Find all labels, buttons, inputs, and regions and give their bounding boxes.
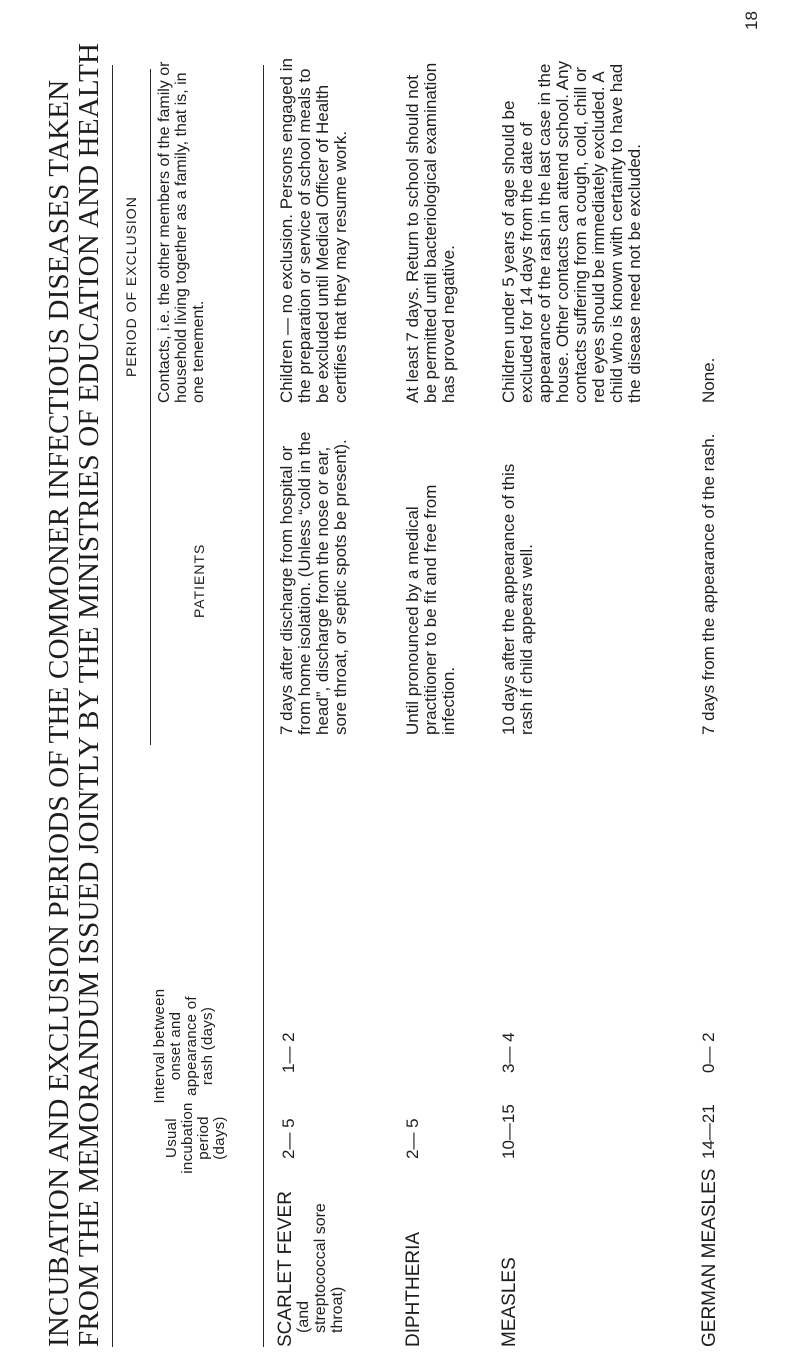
disease-name: [404, 1232, 423, 1347]
title-line-1: INCUBATION AND EXCLUSION PERIODS OF THE COMMONER INFECTIOUS DISEASES TAKEN: [43, 79, 75, 1347]
contacts-text: At least 7 days. Return to school should not be permitted until bacteriological examination has proved negative.: [403, 62, 458, 403]
interval-value: 0— 2: [699, 1032, 718, 1073]
disease-name: [700, 1169, 719, 1347]
patients-text: Until pronounced by a medical practitioner to be fit and free from infection.: [403, 484, 458, 735]
interval-value: 1— 2: [279, 1032, 298, 1073]
incubation-value: 14—21: [699, 1104, 718, 1159]
page-number: 18: [742, 11, 761, 30]
contacts-header: Contacts, i.e. the other members of the family or household living together as a family, that is, in one tenement.: [156, 61, 207, 403]
incubation-value: 2— 5: [403, 1118, 422, 1159]
disease-name: [276, 1187, 346, 1347]
exclusion-header-rule: [150, 69, 151, 745]
incubation-value: 2— 5: [279, 1118, 298, 1159]
period-of-exclusion-header: PERIOD OF EXCLUSION: [123, 196, 139, 377]
patients-text: 10 days after the appearance of this rash if child appears well.: [499, 463, 536, 735]
patients-text: 7 days after discharge from hospital or from home isolation. (Unless “cold in the head”, discharge from the nose or ear, sore throat, or septic spots be present).: [277, 431, 350, 735]
disease-title: MEASLES: [499, 1257, 520, 1347]
table-top-rule: [112, 65, 113, 1347]
title-line-2: FROM THE MEMORANDUM ISSUED JOINTLY BY THE MINISTRIES OF EDUCATION AND HEALTH: [73, 42, 105, 1347]
disease-subtitle: (and streptococcal sore throat): [295, 1203, 346, 1333]
patients-header: PATIENTS: [191, 543, 207, 618]
contacts-text: Children — no exclusion. Persons engaged in the preparation or service of school meals to be excluded until Medical Officer of Health certifies that they may resume work.: [277, 58, 350, 403]
disease-name: [500, 1257, 519, 1347]
incubation-header: Usual incubation period (days): [163, 1102, 228, 1174]
interval-value: 3— 4: [499, 1032, 518, 1073]
disease-title: DIPHTHERIA: [403, 1231, 424, 1347]
disease-title: GERMAN MEASLES: [699, 1168, 720, 1347]
interval-header: Interval between onset and appearance of rash (days): [151, 988, 216, 1104]
contacts-text: None.: [699, 357, 718, 403]
header-bottom-rule: [263, 65, 264, 1347]
disease-title: SCARLET FEVER: [275, 1191, 296, 1347]
contacts-text: Children under 5 years of age should be excluded for 14 days from the date of appearance of the rash in the last case in the house. Other contacts can attend school. Any contacts suffering from a cough, cold, chill or red eyes should be immediately excluded. A child who is known with certainty to have had the disease need not be excluded.: [499, 60, 644, 403]
page-title: [44, 7, 104, 1347]
incubation-value: 10—15: [499, 1104, 518, 1159]
patients-text: 7 days from the appearance of the rash.: [699, 433, 718, 735]
